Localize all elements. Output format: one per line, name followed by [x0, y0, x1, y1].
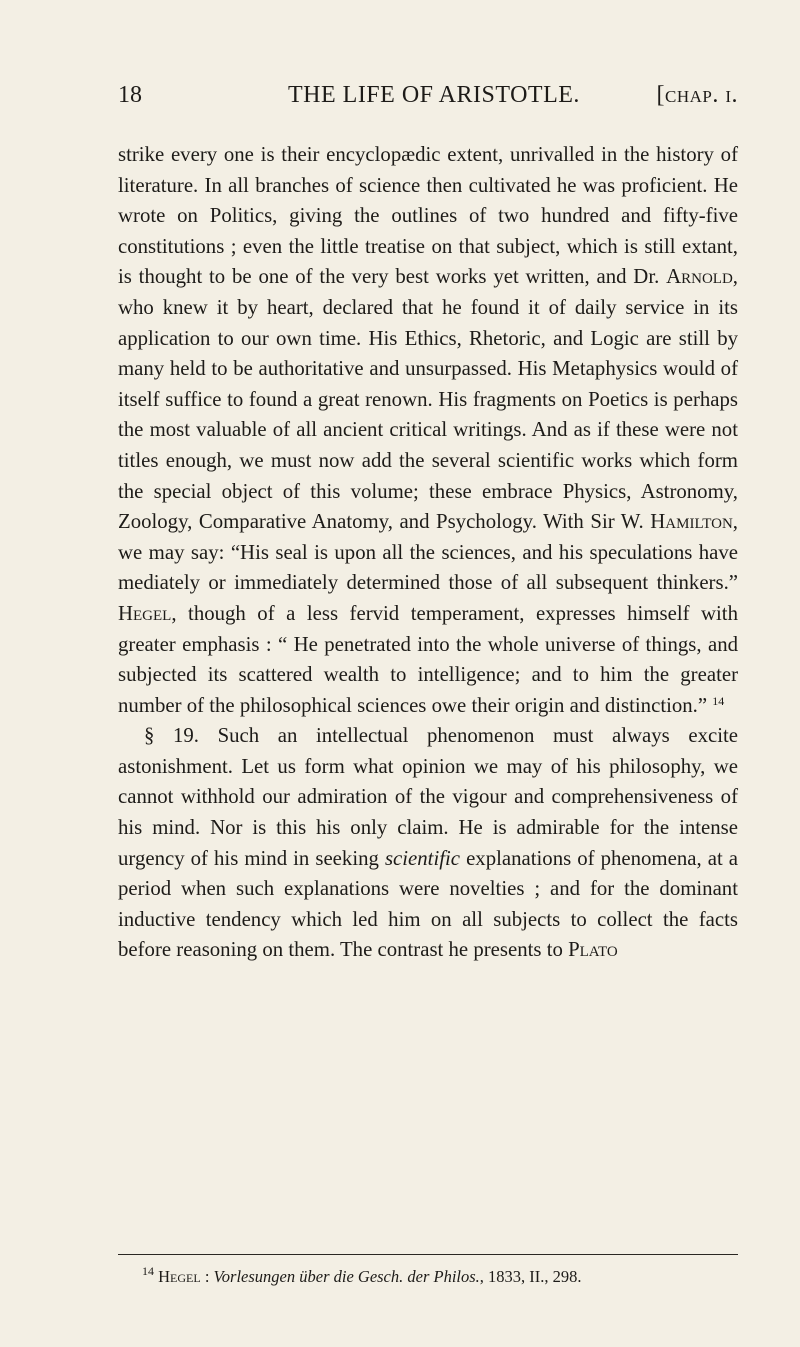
emphasis-scientific: scientific [384, 846, 461, 870]
name-hamilton: Hamilton [650, 510, 733, 534]
chapter-label: [chap. i. [656, 82, 738, 108]
paragraph [118, 140, 738, 721]
footnote-ref: 14 [712, 693, 725, 708]
name-plato: Plato [568, 938, 618, 962]
text-run: , 1833, II., 298. [479, 1267, 582, 1286]
footnote [118, 1266, 738, 1288]
body-text [118, 140, 738, 966]
text-run: § 19. Such an intellectual phenomenon must always excite astonishment. Let us form what opinion we may of his philosophy, we cannot withhold our admiration of the vigour and comprehensiveness of his mind. Nor is this his only claim. He is admirable for the intense urgency of his mind in seeking [118, 724, 738, 870]
text-run: strike every one is their encyclopædic extent, unrivalled in the history of literature. In all branches of science then cultivated he was proficient. He wrote on Politics, giving the outlines of two hundred and fifty-five constitutions ; even the little treatise on that subject, which is still extant, is thought to be one of the very best works yet written, and Dr. [118, 143, 738, 289]
footnote-author: Hegel [158, 1267, 201, 1286]
text-run: , who knew it by heart, declared that he found it of daily service in its application to our own time. His Ethics, Rhetoric, and Logic are still by many held to be authoritative and unsurpassed. His Metaphysics would of itself suffice to found a great renown. His fragments on Poetics is perhaps the most valuable of all ancient critical writings. And as if these were not titles enough, we must now add the several scientific works which form the special object of this volume; these embrace Physics, Astronomy, Zoology, Comparative Anatomy, and Psychology. With Sir W. [118, 265, 738, 534]
text-run: : [200, 1267, 214, 1286]
text-run: explanations of phenomena, at a period when such explanations were novelties ; and for the dominant inductive tendency which led him on all subjects to collect the facts before reasoning on them. The contrast he presents to [118, 846, 739, 962]
text-run: , we may say: “His seal is upon all the sciences, and his speculations have mediately or immediately determined those of all subsequent thinkers.” [118, 510, 738, 595]
footnote-work: Vorlesungen über die Gesch. der Philos. [213, 1267, 480, 1286]
footnote-rule [118, 1254, 738, 1255]
paragraph [118, 721, 738, 966]
text-run: , though of a less fervid temperament, expresses himself with greater emphasis : “ He penetrated into the whole universe of things, and subjected its scattered wealth to intelligence; and to him the greater number of the philosophical sciences owe their origin and distinction.” [118, 601, 738, 717]
name-arnold: Arnold [666, 265, 733, 289]
page-number: 18 [118, 82, 142, 108]
running-header [118, 82, 738, 118]
name-hegel: Hegel [118, 601, 172, 625]
footnote-number: 14 [142, 1264, 154, 1278]
running-title: THE LIFE OF ARISTOTLE. [288, 82, 580, 108]
